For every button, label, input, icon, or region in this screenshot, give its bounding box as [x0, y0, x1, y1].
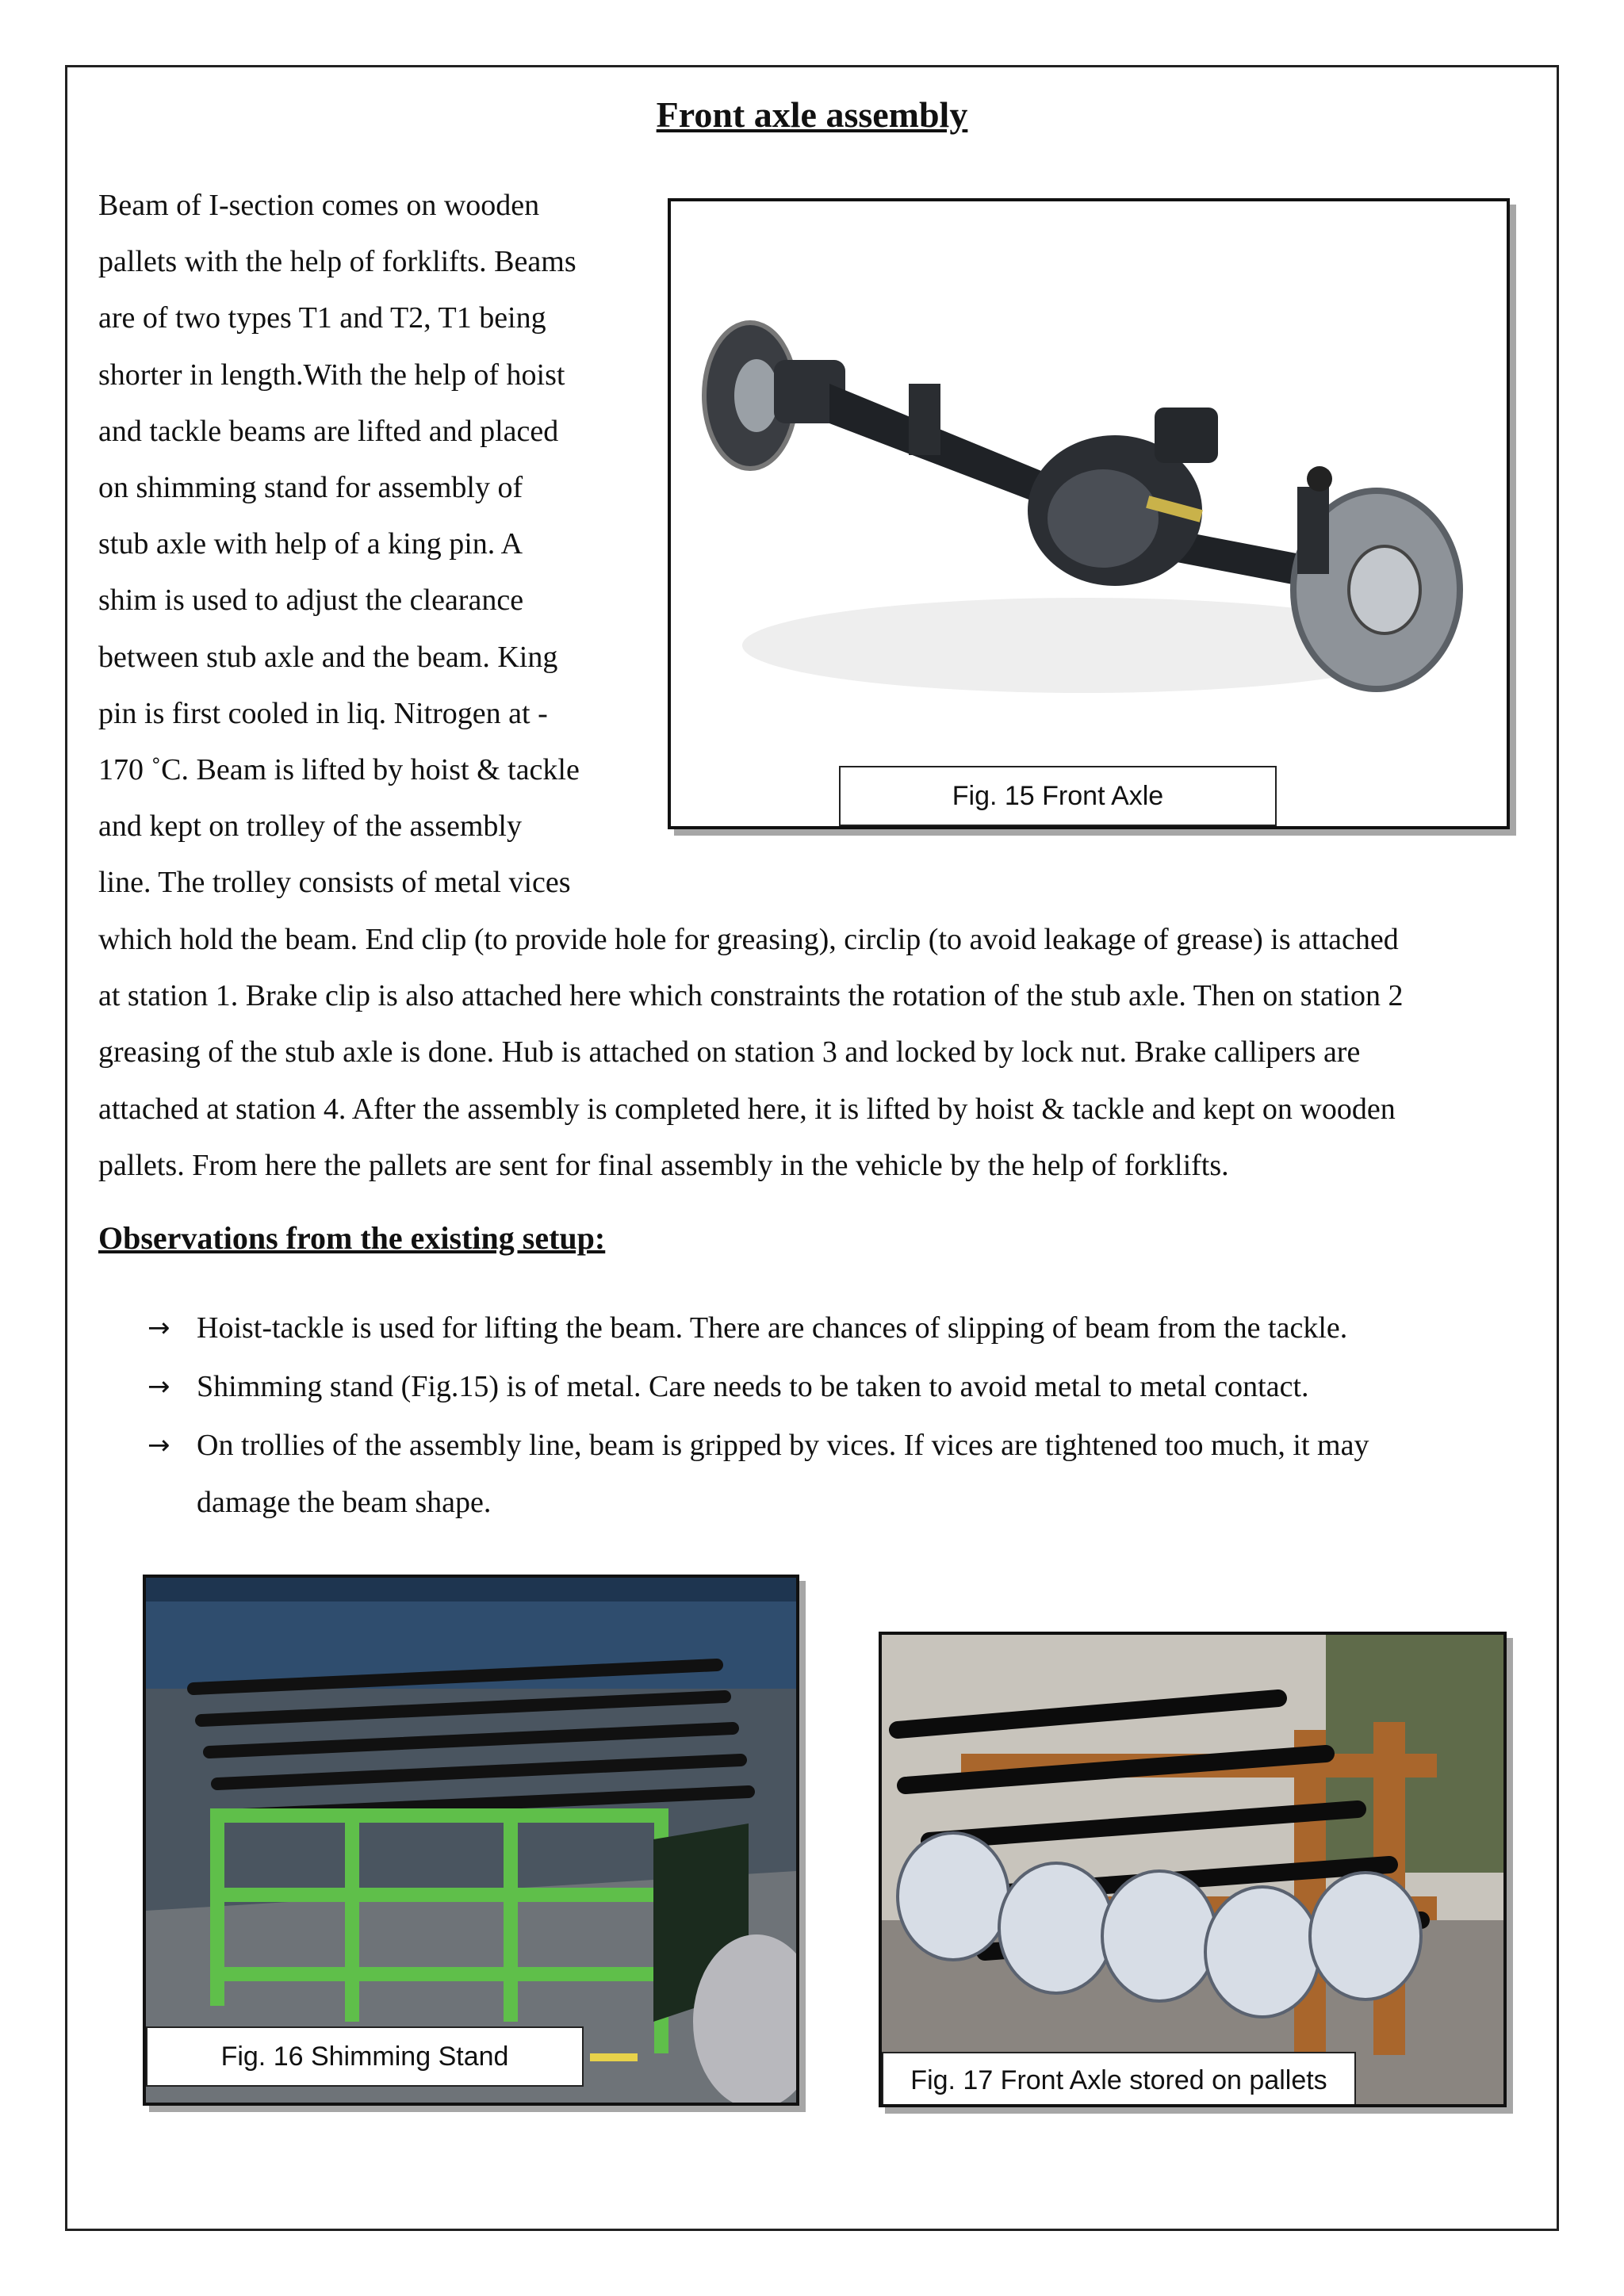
figure-front-axle: [668, 198, 1510, 829]
text-line: greasing of the stub axle is done. Hub is attached on station 3 and locked by lock nut. Brake callipers are: [98, 1035, 1361, 1070]
arrow-icon: →: [147, 1371, 170, 1402]
shimming-stand-image: [146, 1578, 796, 2103]
text-line: shim is used to adjust the clearance: [98, 584, 524, 618]
arrow-icon: →: [147, 1312, 170, 1344]
text-line: pin is first cooled in liq. Nitrogen at -: [98, 696, 548, 730]
figure-caption-fig15: Fig. 15 Front Axle: [839, 766, 1277, 826]
text-line: at station 1. Brake clip is also attached here which constraints the rotation of the stub axle. Then on station 2: [98, 979, 1404, 1013]
observations-heading: Observations from the existing setup:: [98, 1220, 606, 1256]
figure-shimming-stand: [143, 1575, 799, 2106]
observation-text: Hoist-tackle is used for lifting the beam. There are chances of slipping of beam from the tackle.: [197, 1311, 1348, 1345]
text-line: between stub axle and the beam. King: [98, 640, 558, 674]
text-line: shorter in length.With the help of hoist: [98, 358, 565, 392]
text-line: are of two types T1 and T2, T1 being: [98, 301, 546, 335]
observation-text: On trollies of the assembly line, beam is gripped by vices. If vices are tightened too much, it may: [197, 1429, 1369, 1462]
figure-axle-pallets: [879, 1632, 1507, 2107]
figure-caption-fig17: Fig. 17 Front Axle stored on pallets: [882, 2052, 1356, 2107]
text-line: Beam of I-section comes on wooden: [98, 189, 540, 222]
observation-text: damage the beam shape.: [197, 1486, 492, 1519]
text-line: 170 ˚C. Beam is lifted by hoist & tackle: [98, 753, 580, 786]
front-axle-image: [671, 201, 1507, 826]
text-line: attached at station 4. After the assembly is completed here, it is lifted by hoist & tackle and kept on wooden: [98, 1092, 1396, 1126]
page-title: Front axle assembly: [656, 94, 968, 135]
text-line: and kept on trolley of the assembly: [98, 809, 522, 844]
text-line: line. The trolley consists of metal vices: [98, 866, 571, 900]
text-line: pallets. From here the pallets are sent for final assembly in the vehicle by the help of forklifts.: [98, 1148, 1229, 1182]
text-line: on shimming stand for assembly of: [98, 471, 523, 504]
axle-pallets-image: [882, 1635, 1503, 2104]
observation-text: Shimming stand (Fig.15) is of metal. Care needs to be taken to avoid metal to metal contact.: [197, 1370, 1309, 1403]
text-line: stub axle with help of a king pin. A: [98, 527, 523, 561]
figure-caption-fig16: Fig. 16 Shimming Stand: [146, 2026, 584, 2087]
text-line: which hold the beam. End clip (to provide hole for greasing), circlip (to avoid leakage of grease) is attached: [98, 923, 1399, 956]
text-line: pallets with the help of forklifts. Beams: [98, 245, 576, 279]
arrow-icon: →: [147, 1429, 170, 1461]
text-line: and tackle beams are lifted and placed: [98, 414, 559, 448]
